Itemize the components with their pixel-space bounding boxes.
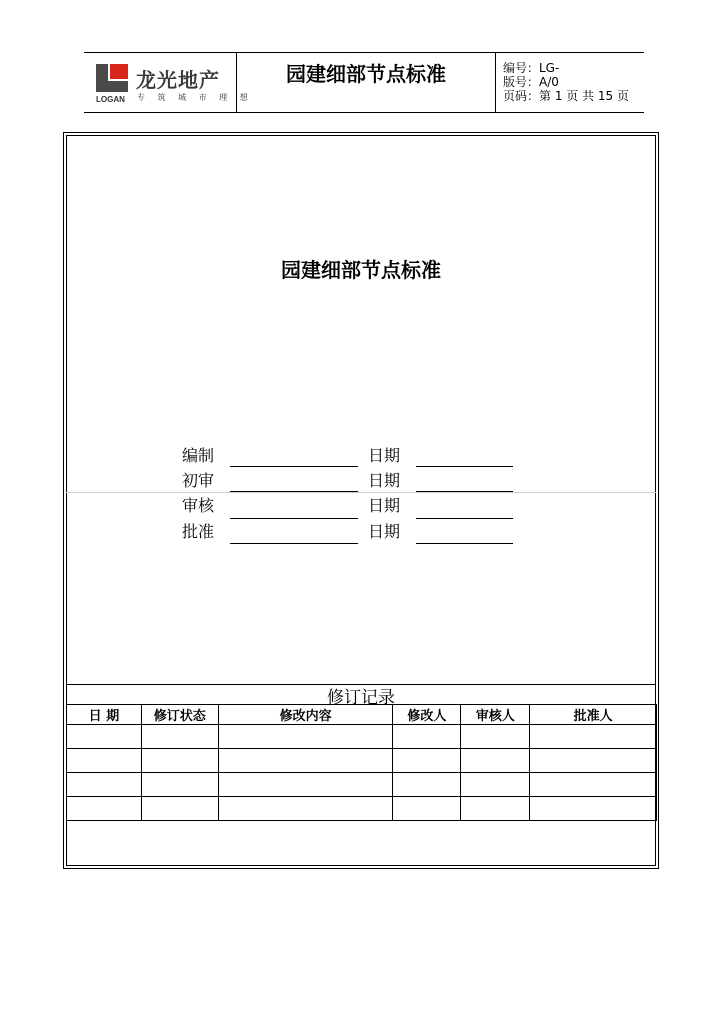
signoff-date-label: 日期 [368,446,401,465]
table-cell[interactable] [393,725,461,749]
signoff-date-label: 日期 [368,471,401,490]
table-cell[interactable] [461,749,530,773]
table-cell[interactable] [461,773,530,797]
table-cell[interactable] [141,725,218,749]
signoff-role: 批准 [182,522,215,541]
doc-number: 编号：LG- [503,61,560,75]
table-cell[interactable] [393,773,461,797]
table-cell[interactable] [67,797,142,821]
table-cell[interactable] [141,773,218,797]
table-row [67,725,657,749]
table-cell[interactable] [461,797,530,821]
table-cell[interactable] [393,749,461,773]
revision-title: 修订记录 [327,688,395,708]
table-cell[interactable] [141,797,218,821]
page-info: 页码：第 1 页 共 15 页 [503,89,629,103]
column-header-date: 日 期 [67,705,142,725]
signoff-date-field[interactable] [416,518,513,519]
signoff-role: 初审 [182,471,215,490]
table-row [67,773,657,797]
signoff-name-field[interactable] [230,518,358,519]
fold-guide-line [66,492,656,493]
signoff-name-field[interactable] [230,491,358,492]
header-title: 园建细部节点标准 [286,62,446,86]
header-top-rule [84,52,644,53]
table-cell[interactable] [530,725,657,749]
logan-logo-icon [96,64,128,92]
table-cell[interactable] [67,773,142,797]
table-cell[interactable] [218,773,393,797]
table-row [67,749,657,773]
signoff-role: 编制 [182,446,215,465]
column-header-content: 修改内容 [218,705,393,725]
signoff-date-field[interactable] [416,543,513,544]
logo-english: LOGAN [96,95,125,104]
column-header-modifier: 修改人 [393,705,461,725]
logo-wordmark: 龙光地产 [136,68,220,92]
table-cell[interactable] [393,797,461,821]
doc-version: 版号：A/0 [503,75,559,89]
logo-slogan: 专 筑 城 市 理 想 [137,93,253,102]
table-cell[interactable] [530,797,657,821]
header-divider [495,52,496,113]
column-header-reviewer: 审核人 [461,705,530,725]
signoff-date-label: 日期 [368,522,401,541]
table-cell[interactable] [218,749,393,773]
table-cell[interactable] [141,749,218,773]
signoff-date-label: 日期 [368,496,401,515]
cover-title: 园建细部节点标准 [281,258,441,282]
table-cell[interactable] [530,773,657,797]
signoff-name-field[interactable] [230,543,358,544]
table-cell[interactable] [218,797,393,821]
table-cell[interactable] [67,725,142,749]
signoff-date-field[interactable] [416,491,513,492]
table-cell[interactable] [67,749,142,773]
column-header-status: 修订状态 [141,705,218,725]
header-bottom-rule [84,112,644,113]
signoff-role: 审核 [182,496,215,515]
column-header-approver: 批准人 [530,705,657,725]
signoff-date-field[interactable] [416,466,513,467]
table-row [67,797,657,821]
signoff-name-field[interactable] [230,466,358,467]
table-header-row [67,705,657,725]
revision-table [66,704,657,821]
table-cell[interactable] [530,749,657,773]
table-cell[interactable] [461,725,530,749]
table-cell[interactable] [218,725,393,749]
